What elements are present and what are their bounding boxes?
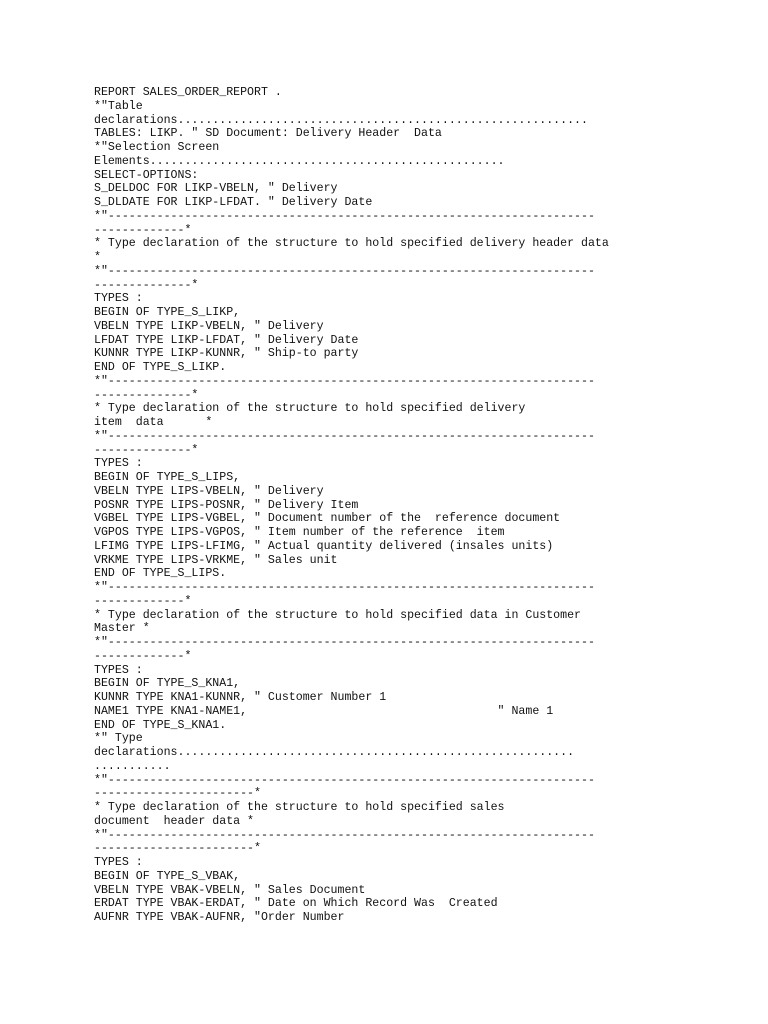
- code-line: -----------------------*: [94, 842, 261, 856]
- code-line: TYPES :: [94, 663, 143, 677]
- code-line: BEGIN OF TYPE_S_LIPS,: [94, 471, 241, 484]
- code-line: KUNNR TYPE KNA1-KUNNR, " Customer Number 1: [94, 691, 387, 704]
- code-line: TYPES :: [94, 457, 143, 471]
- code-line: *"Table: [94, 99, 143, 113]
- code-line: TYPES :: [94, 292, 143, 306]
- code-line: Elements...................................................: [94, 154, 505, 168]
- code-line: LFIMG TYPE LIPS-LFIMG, " Actual quantity delivered (insales units): [94, 539, 554, 553]
- code-line: VBELN TYPE LIPS-VBELN, " Delivery: [94, 484, 324, 498]
- code-line: --------------*: [94, 388, 199, 402]
- code-line: KUNNR TYPE LIKP-KUNNR, " Ship-to party: [94, 347, 359, 361]
- code-line: BEGIN OF TYPE_S_VBAK,: [94, 869, 241, 883]
- code-line: END OF TYPE_S_KNA1.: [94, 718, 227, 732]
- code-line: SELECT-OPTIONS:: [94, 168, 199, 182]
- code-line: VBELN TYPE LIKP-VBELN, " Delivery: [94, 319, 324, 333]
- code-line: *"Selection Screen: [94, 141, 220, 154]
- code-line: REPORT SALES_ORDER_REPORT .: [94, 86, 282, 99]
- code-line: *"----------------------------------------------------------------------: [94, 581, 595, 594]
- code-line: AUFNR TYPE VBAK-AUFNR, "Order Number: [94, 911, 345, 924]
- code-line: END OF TYPE_S_LIKP.: [94, 361, 227, 374]
- code-line: BEGIN OF TYPE_S_LIKP,: [94, 306, 241, 319]
- code-line: ...........: [94, 759, 171, 773]
- code-line: *"----------------------------------------------------------------------: [94, 209, 595, 223]
- code-line: declarations.........................................................: [94, 746, 575, 759]
- code-line: * Type declaration of the structure to hold specified data in Customer: [94, 608, 582, 622]
- code-line: *"----------------------------------------------------------------------: [94, 374, 595, 388]
- code-line: S_DELDOC FOR LIKP-VBELN, " Delivery: [94, 182, 338, 196]
- code-line: *"----------------------------------------------------------------------: [94, 773, 595, 787]
- code-line: VGPOS TYPE LIPS-VGPOS, " Item number of the reference item: [94, 526, 505, 539]
- code-line: *"----------------------------------------------------------------------: [94, 264, 595, 278]
- code-line: *"----------------------------------------------------------------------: [94, 828, 595, 842]
- code-line: -------------*: [94, 649, 192, 663]
- code-line: *" Type: [94, 732, 143, 746]
- code-line: * Type declaration of the structure to hold specified sales: [94, 801, 505, 814]
- code-line: *"----------------------------------------------------------------------: [94, 636, 595, 649]
- code-line: S_DLDATE FOR LIKP-LFDAT. " Delivery Date: [94, 196, 373, 209]
- code-line: item data *: [94, 416, 213, 429]
- code-line: NAME1 TYPE KNA1-NAME1, " Name 1: [94, 704, 554, 718]
- code-line: BEGIN OF TYPE_S_KNA1,: [94, 677, 241, 691]
- code-line: ERDAT TYPE VBAK-ERDAT, " Date on Which Record Was Created: [94, 897, 498, 911]
- code-line: -------------*: [94, 594, 192, 608]
- code-line: LFDAT TYPE LIKP-LFDAT, " Delivery Date: [94, 333, 359, 347]
- code-line: document header data *: [94, 814, 255, 828]
- code-line: VRKME TYPE LIPS-VRKME, " Sales unit: [94, 553, 338, 567]
- code-line: * Type declaration of the structure to hold specified delivery header data: [94, 237, 609, 251]
- code-line: Master *: [94, 622, 150, 636]
- code-line: VBELN TYPE VBAK-VBELN, " Sales Document: [94, 883, 366, 897]
- code-line: TABLES: LIKP. " SD Document: Delivery Header Data: [94, 127, 442, 141]
- code-listing: [94, 86, 694, 925]
- code-line: * Type declaration of the structure to hold specified delivery: [94, 402, 526, 416]
- code-line: TYPES :: [94, 856, 143, 869]
- code-line: POSNR TYPE LIPS-POSNR, " Delivery Item: [94, 498, 359, 512]
- code-line: --------------*: [94, 278, 199, 292]
- code-line: -------------*: [94, 223, 192, 237]
- code-line: declarations...........................................................: [94, 113, 588, 127]
- code-line: VGBEL TYPE LIPS-VGBEL, " Document number of the reference document: [94, 512, 561, 526]
- code-line: *"----------------------------------------------------------------------: [94, 429, 595, 443]
- code-line: END OF TYPE_S_LIPS.: [94, 567, 227, 581]
- code-line: *: [94, 251, 101, 264]
- code-line: --------------*: [94, 443, 199, 457]
- code-line: -----------------------*: [94, 787, 261, 801]
